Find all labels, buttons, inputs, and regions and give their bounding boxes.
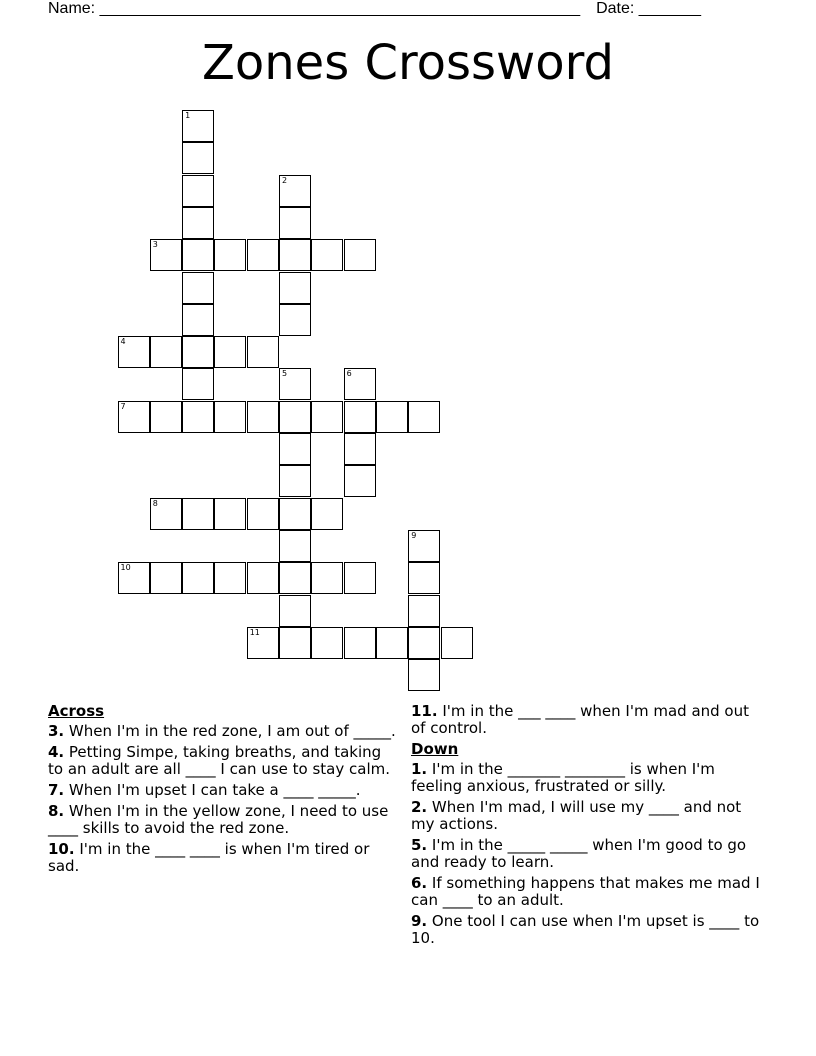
crossword-cell[interactable] [279, 595, 311, 627]
crossword-cell[interactable] [279, 239, 311, 271]
crossword-cell[interactable] [214, 336, 246, 368]
crossword-cell[interactable] [182, 368, 214, 400]
clue-down-6: 6. If something happens that makes me mad I can ____ to an adult. [411, 874, 760, 909]
crossword-cell[interactable] [150, 336, 182, 368]
crossword-cell[interactable] [150, 498, 182, 530]
clue-down-5: 5. I'm in the _____ _____ when I'm good to go and ready to learn. [411, 836, 747, 871]
crossword-cell[interactable] [150, 562, 182, 594]
crossword-cell[interactable] [279, 175, 311, 207]
crossword-cell[interactable] [182, 272, 214, 304]
date-line[interactable]: _______ [638, 0, 702, 17]
across-heading: Across [48, 702, 105, 720]
crossword-cell[interactable] [214, 401, 246, 433]
cell-number: 2 [282, 175, 288, 185]
crossword-cell[interactable] [279, 498, 311, 530]
cell-number: 1 [185, 111, 191, 120]
clue-across-8: 8. When I'm in the yellow zone, I need to use ____ skills to avoid the red zone. [48, 802, 389, 837]
crossword-cell[interactable] [344, 562, 376, 594]
crossword-cell[interactable] [247, 239, 279, 271]
crossword-cell[interactable] [344, 465, 376, 497]
crossword-cell[interactable] [279, 207, 311, 239]
crossword-cell[interactable] [279, 272, 311, 304]
clue-down-2: 2. When I'm mad, I will use my ____ and not my actions. [411, 798, 742, 833]
crossword-cell[interactable] [344, 368, 376, 400]
crossword-cell[interactable] [408, 530, 440, 562]
cell-number: 10 [120, 563, 131, 573]
clue-across-3: 3. When I'm in the red zone, I am out of _____. [48, 722, 396, 740]
clue-across-11: 11. I'm in the ___ ____ when I'm mad and out of control. [411, 702, 750, 737]
clue-across-7: 7. When I'm upset I can take a ____ _____. [48, 781, 361, 799]
cell-number: 8 [152, 498, 158, 508]
clue-across-10: 10. I'm in the ____ ____ is when I'm tired or sad. [48, 840, 370, 875]
clue-down-1: 1. I'm in the _______ ________ is when I'm feeling anxious, frustrated or silly. [411, 760, 715, 795]
crossword-cell[interactable] [311, 562, 343, 594]
cell-number: 9 [411, 530, 417, 540]
crossword-cell[interactable] [182, 304, 214, 336]
clue-across-4: 4. Petting Simpe, taking breaths, and taking to an adult are all ____ I can use to stay calm. [48, 743, 390, 778]
crossword-cell[interactable] [311, 401, 343, 433]
name-line[interactable]: ______________________________________________________ [99, 0, 581, 17]
crossword-cell[interactable] [150, 401, 182, 433]
crossword-cell[interactable] [214, 239, 246, 271]
crossword-cell[interactable] [376, 401, 408, 433]
crossword-cell[interactable] [279, 465, 311, 497]
crossword-cell[interactable] [408, 562, 440, 594]
crossword-cell[interactable] [247, 562, 279, 594]
date-label: Date: [596, 0, 639, 17]
crossword-cell[interactable] [344, 401, 376, 433]
crossword-cell[interactable] [344, 627, 376, 659]
crossword-cell[interactable] [182, 562, 214, 594]
crossword-cell[interactable] [247, 627, 279, 659]
crossword-cell[interactable] [214, 562, 246, 594]
crossword-cell[interactable] [214, 498, 246, 530]
page-title: Zones Crossword [201, 35, 615, 91]
crossword-cell[interactable] [408, 627, 440, 659]
crossword-cell[interactable] [247, 498, 279, 530]
cell-number: 6 [346, 369, 352, 379]
crossword-cell[interactable] [118, 562, 150, 594]
crossword-cell[interactable] [118, 401, 150, 433]
crossword-cell[interactable] [247, 336, 279, 368]
crossword-cell[interactable] [408, 401, 440, 433]
crossword-cell[interactable] [344, 433, 376, 465]
crossword-cell[interactable] [408, 659, 440, 691]
cell-number: 11 [249, 627, 260, 637]
crossword-cell[interactable] [279, 562, 311, 594]
name-label: Name: [48, 0, 100, 17]
crossword-cell[interactable] [279, 627, 311, 659]
crossword-cell[interactable] [182, 498, 214, 530]
clue-down-9: 9. One tool I can use when I'm upset is ____ to 10. [411, 912, 760, 947]
crossword-cell[interactable] [247, 401, 279, 433]
crossword-cell[interactable] [279, 401, 311, 433]
crossword-cell[interactable] [150, 239, 182, 271]
cell-number: 7 [120, 401, 126, 411]
crossword-cell[interactable] [311, 239, 343, 271]
crossword-cell[interactable] [311, 627, 343, 659]
crossword-cell[interactable] [279, 368, 311, 400]
clues-right-column [411, 703, 761, 951]
crossword-cell[interactable] [376, 627, 408, 659]
crossword-cell[interactable] [344, 239, 376, 271]
crossword-cell[interactable] [279, 304, 311, 336]
down-heading: Down [411, 740, 459, 758]
crossword-cell[interactable] [182, 175, 214, 207]
crossword-cell[interactable] [182, 142, 214, 174]
clues-left-column [48, 703, 398, 879]
cell-number: 5 [282, 369, 288, 379]
crossword-cell[interactable] [408, 595, 440, 627]
crossword-cell[interactable] [279, 433, 311, 465]
crossword-cell[interactable] [118, 336, 150, 368]
crossword-cell[interactable] [182, 239, 214, 271]
cell-number: 3 [152, 240, 158, 250]
crossword-cell[interactable] [182, 207, 214, 239]
crossword-cell[interactable] [182, 401, 214, 433]
cell-number: 4 [120, 337, 126, 347]
crossword-cell[interactable] [182, 110, 214, 142]
crossword-cell[interactable] [182, 336, 214, 368]
crossword-cell[interactable] [441, 627, 473, 659]
crossword-cell[interactable] [311, 498, 343, 530]
crossword-cell[interactable] [279, 530, 311, 562]
